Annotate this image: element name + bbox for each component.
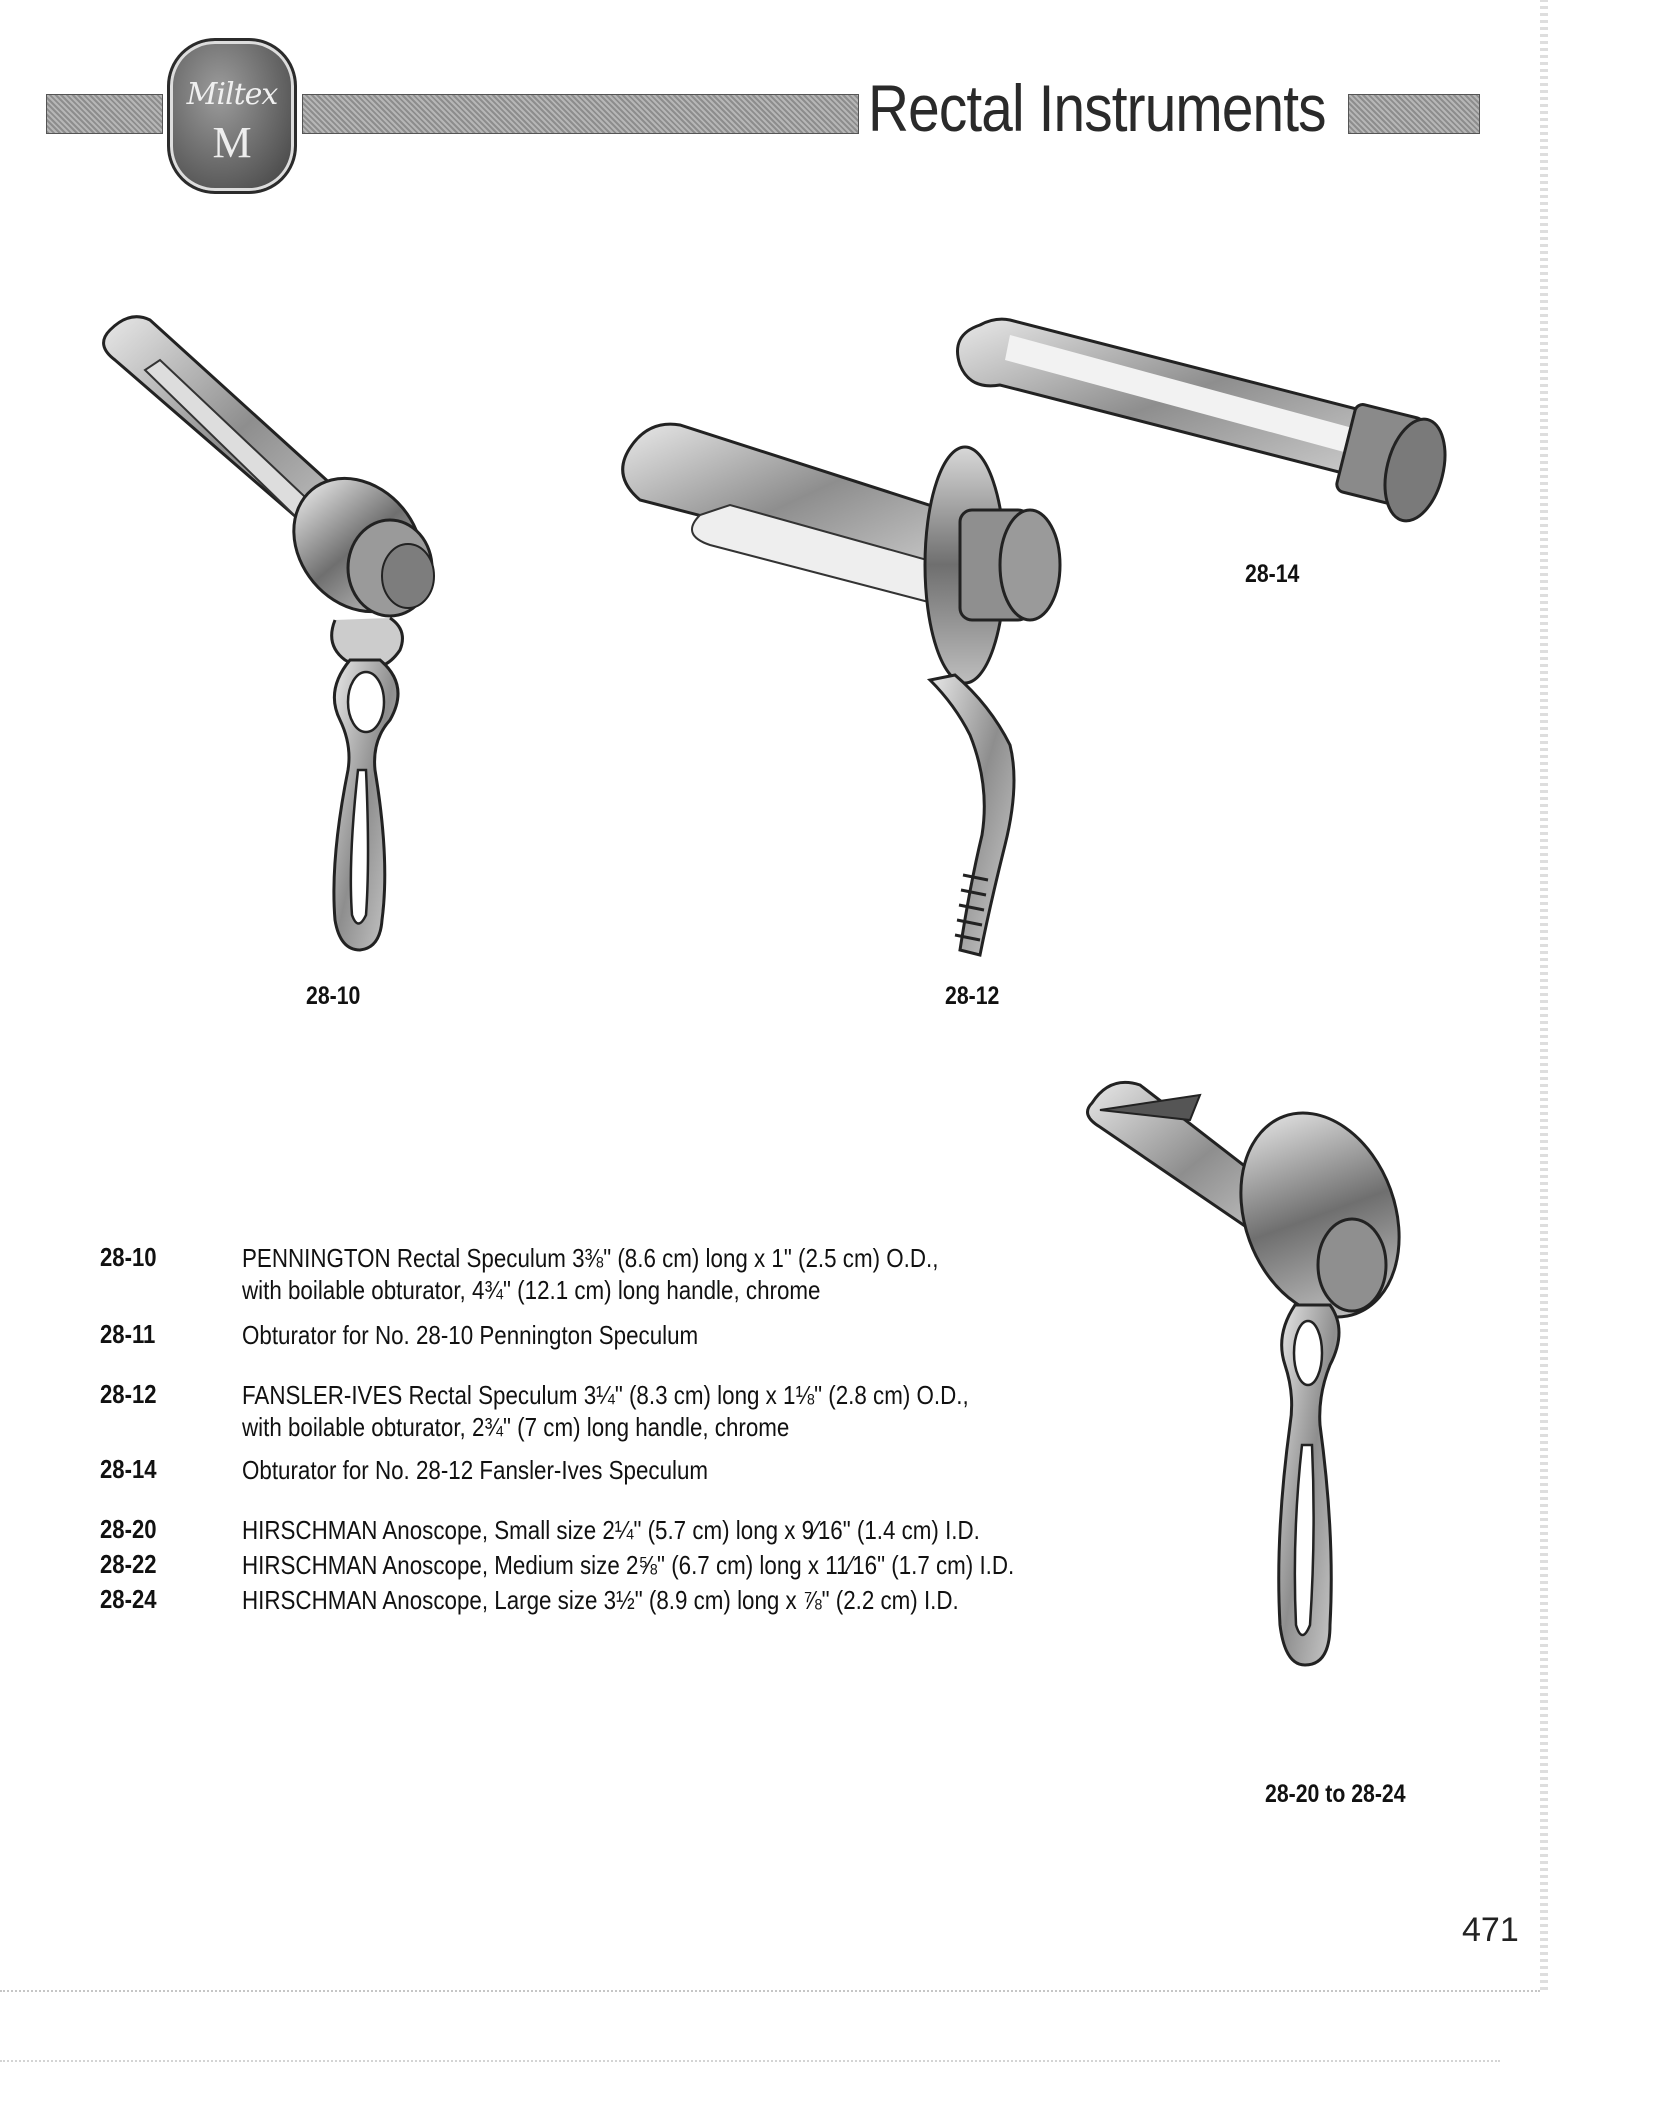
header-band-left (46, 94, 163, 134)
logo-script: Miltex (186, 77, 278, 112)
bottom-rule (0, 1990, 1540, 1992)
item-description (242, 1242, 1102, 1306)
item-number: 28-11 (100, 1319, 156, 1349)
item-description: HIRSCHMAN Anoscope, Large size 3½" (8.9 cm) long x ⅞" (2.2 cm) I.D. (242, 1585, 959, 1615)
figure-label: 28-20 to 28-24 (1265, 1780, 1406, 1808)
item-number: 28-22 (100, 1549, 157, 1579)
item-number: 28-12 (100, 1379, 157, 1409)
item-number: 28-20 (100, 1514, 157, 1544)
hirschman-anoscope-icon (1080, 1065, 1460, 1765)
item-description-line: FANSLER-IVES Rectal Speculum 3¼" (8.3 cm) long x 1⅛" (2.8 cm) O.D., (242, 1380, 969, 1410)
figure-label: 28-14 (1245, 560, 1300, 588)
item-description-line: PENNINGTON Rectal Speculum 3⅜" (8.6 cm) long x 1" (2.5 cm) O.D., (242, 1243, 939, 1273)
item-description-line: with boilable obturator, 2¾" (7 cm) long handle, chrome (242, 1412, 790, 1442)
obturator-icon (950, 305, 1460, 555)
figure-label: 28-12 (945, 982, 1000, 1010)
logo-monogram: M (212, 118, 252, 167)
item-number: 28-10 (100, 1242, 157, 1272)
page-title: Rectal Instruments (868, 71, 1326, 145)
item-description: HIRSCHMAN Anoscope, Small size 2¼" (5.7 cm) long x 9⁄16" (1.4 cm) I.D. (242, 1515, 980, 1545)
item-description: Obturator for No. 28-12 Fansler-Ives Speculum (242, 1455, 709, 1485)
pennington-speculum-icon (90, 300, 510, 980)
item-description-line: with boilable obturator, 4¾" (12.1 cm) long handle, chrome (242, 1275, 821, 1305)
page-number: 471 (1462, 1911, 1519, 1949)
miltex-logo (167, 38, 297, 194)
item-number: 28-24 (100, 1584, 157, 1614)
item-description: Obturator for No. 28-10 Pennington Speculum (242, 1320, 699, 1350)
item-number: 28-14 (100, 1454, 157, 1484)
figure-label: 28-10 (306, 982, 361, 1010)
page-edge (1540, 0, 1548, 1990)
header-band-right (1348, 94, 1480, 134)
item-description (242, 1379, 1102, 1443)
bottom-rule (0, 2060, 1500, 2062)
item-description: HIRSCHMAN Anoscope, Medium size 2⅝" (6.7 cm) long x 11⁄16" (1.7 cm) I.D. (242, 1550, 1015, 1580)
header-band-middle (302, 94, 859, 134)
